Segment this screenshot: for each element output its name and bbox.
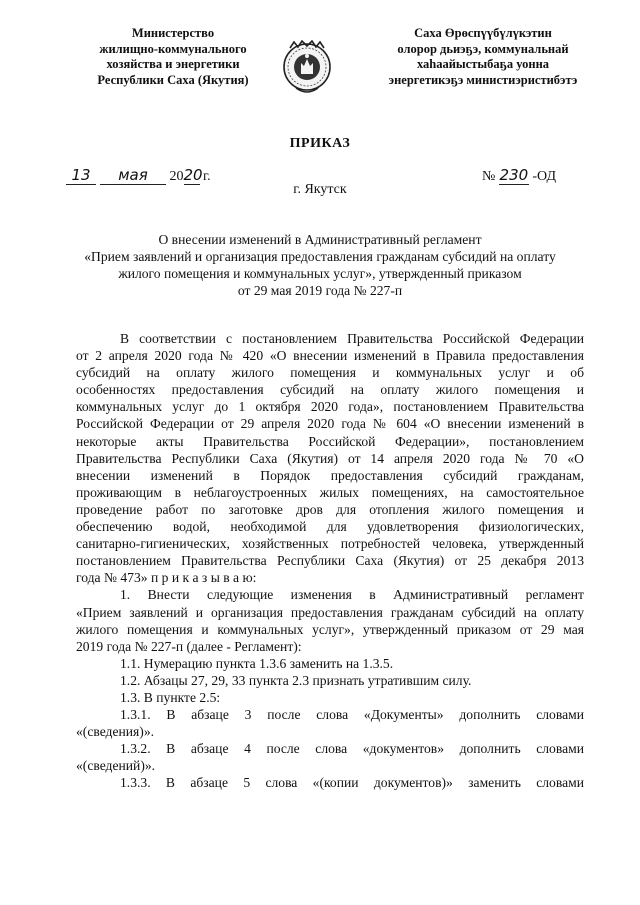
subject-line: «Прием заявлений и организация предоставления гражданам субсидий на оплату	[84, 249, 556, 264]
body-line: внесении изменений в Порядок предоставления субсидий гражданам,	[76, 467, 584, 483]
ministry-line: олорор дьиэҕэ, коммунальнай	[397, 41, 569, 56]
body-line: некоторые акты Правительства Российской Федерации», постановлением	[76, 433, 584, 449]
subject-line: О внесении изменений в Административный регламент	[158, 232, 482, 247]
ministry-line: Республики Саха (Якутия)	[97, 72, 249, 87]
ministry-line: хаhаайыстыбаҕа уонна	[416, 57, 550, 71]
order-subject	[60, 231, 580, 299]
date-month: мая	[100, 166, 166, 185]
subject-line: жилого помещения и коммунальных услуг», утвержденный приказом	[118, 266, 522, 281]
body-line: 1.1. Нумерацию пункта 1.3.6 заменить на 1.3.5.	[120, 655, 394, 671]
body-line: жилого помещения и коммунальных услуг», утвержденный приказом от 29 мая	[76, 621, 584, 637]
body-line: обеспечению водой, необходимой для удовлетворения физиологических,	[76, 519, 584, 535]
date-year-prefix: 20	[169, 169, 184, 184]
date-year-suffix: 20	[183, 166, 203, 184]
document-title: ПРИКАЗ	[289, 136, 351, 151]
date-day: 13	[66, 166, 96, 185]
body-line: 1.3.2. В абзаце 4 после слова «документов» дополнить словами	[120, 741, 584, 757]
ministry-line: энергетикэҕэ министиэристибэтэ	[388, 72, 578, 87]
number-prefix: №	[482, 169, 496, 184]
ministry-line: хозяйства и энергетики	[106, 57, 240, 71]
date-year-unit: г.	[203, 169, 211, 184]
ministry-line: жилищно-коммунального	[99, 41, 247, 56]
number-value: 230	[499, 166, 529, 184]
ministry-line: Министерство	[131, 26, 215, 40]
body-line: санитарно-гигиенических, хозяйственных потребностей человека, утвержденный	[76, 536, 584, 552]
ministry-name-russian	[48, 26, 298, 88]
body-line: проведение работ по заготовке дров для отопления жилого помещения и	[76, 501, 584, 517]
body-line: 1.3. В пункте 2.5:	[120, 689, 221, 705]
body-line: «(сведений)».	[76, 758, 156, 774]
body-line: Правительства Республики Саха (Якутия) от 14 апреля 2020 года № 70 «О	[76, 450, 584, 466]
body-line: года № 473» п р и к а з ы в а ю:	[76, 570, 257, 586]
body-line: постановлением Правительства Республики Саха (Якутия) от 25 декабря 2013	[76, 553, 584, 569]
body-line: коммунальных услуг до 1 октября 2020 года», постановлением Правительства	[76, 399, 584, 415]
city: г. Якутск	[293, 182, 347, 197]
body-line: «(сведения)».	[76, 724, 155, 740]
body-line: 1.2. Абзацы 27, 29, 33 пункта 2.3 признать утратившим силу.	[120, 672, 472, 688]
ministry-name-yakut	[352, 26, 614, 88]
body-line: 1. Внести следующие изменения в Административный регламент	[120, 587, 584, 603]
ministry-line: Саха Өрөспүүбүлүкэтин	[414, 26, 552, 40]
number-suffix: -ОД	[532, 169, 556, 184]
body-line: 2019 года № 227-п (далее - Регламент):	[76, 638, 302, 654]
body-line: В соответствии с постановлением Правительства Российской Федерации	[120, 331, 584, 346]
order-body	[76, 330, 584, 792]
body-line: проживающим в неблагоустроенных жилых помещениях, на самостоятельное	[76, 484, 584, 500]
republic-emblem-icon	[282, 38, 332, 98]
body-line: «Прием заявлений и организация предоставления гражданам субсидий на оплату	[76, 604, 584, 620]
body-line: субсидий на оплату жилого помещения и коммунальных услуг и об	[76, 365, 584, 381]
body-line: 1.3.3. В абзаце 5 слова «(копии документов)» заменить словами	[120, 775, 584, 791]
body-line: Российской Федерации от 29 апреля 2020 года № 604 «О внесении изменений в	[76, 416, 584, 432]
subject-line: от 29 мая 2019 года № 227-п	[237, 283, 403, 298]
body-line: 1.3.1. В абзаце 3 после слова «Документы» дополнить словами	[120, 707, 584, 723]
body-line: особенностях предоставления субсидий на оплату жилого помещения и	[76, 382, 584, 398]
body-line: от 2 апреля 2020 года № 420 «О внесении изменений в Правила предоставления	[76, 348, 584, 364]
